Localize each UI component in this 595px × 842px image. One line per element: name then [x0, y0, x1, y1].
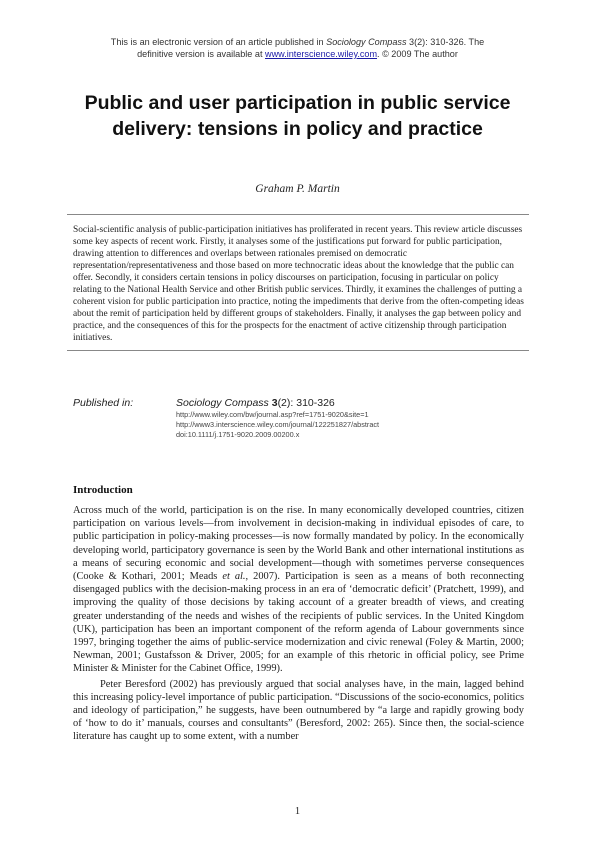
published-in-label: Published in: [73, 397, 134, 409]
publication-notice [60, 36, 535, 60]
section-heading: Introduction [73, 484, 133, 496]
notice-text: (2): 310-326. The [414, 37, 485, 47]
notice-text: This is an electronic version of an article published in [110, 37, 324, 47]
notice-line-2 [60, 48, 535, 60]
abstract-box [67, 214, 529, 351]
published-journal-pages: (2): 310-326 [277, 397, 335, 409]
abstract-text: Social-scientific analysis of public-participation initiatives has proliferated in recent years. This review article discusses some key aspects of recent work. Firstly, it analyses some of the justifications put forward for public participation, drawing attention to differences and overlaps between rationales premised on democratic representation/representativeness and those based on more technocratic ideas about the knowledge that the public can offer. Secondly, it considers certain tensions in policy discourses on participation, focusing in particular on policy relating to the National Health Service and other British public services. Thirdly, it examines the challenges of putting a coherent vision for public participation into practice, noting the impediments that derive from the often-competing ideas about the remit of participation held by different groups of stakeholders. Finally, it analyses the gap between policy and practice, and the consequences of this for the prospects for the enactment of active citizenship through participation initiatives. [73, 225, 524, 343]
article-title: Public and user participation in public service delivery: tensions in policy and practice [84, 92, 511, 140]
notice-text: . © 2009 The author [377, 49, 458, 59]
abstract-url: http://www3.interscience.wiley.com/journal/122251827/abstract [176, 420, 380, 429]
body-paragraph: Peter Beresford (2002) has previously argued that social analyses have, in the main, lagged behind this increasing policy-level importance of public participation. “Discussions of the socio-economics, politics and ideology of participation,” he suggests, have been outnumbered by “a large and rapidly growing body of ‘how to do it’ manuals, courses and consultants” (Beresford, 2002: 265). Since then, the social-science literature has caught up to some extent, with a number [73, 678, 525, 743]
publisher-link[interactable]: www.interscience.wiley.com [265, 49, 378, 59]
published-in-details [176, 397, 516, 440]
body-paragraph-text: , 2007). Participation is seen as a means of both reconnecting disengaged publics with the decision-making process in an era of ‘democratic deficit’ (Pratchett, 1999), and improving the quality of those decisions by taking account of a greater breadth of views, and creating greater understanding of the needs and wishes of the recipients of public services. In the United Kingdom (UK), participation has been an important component of the reform agenda of Labour governments since 1997, bringing together the aims of public-service modernization and civic renewal (Foley & Martin, 2000; Newman, 2001; Gustafsson & Driver, 2005; for an example of this rhetoric in official policy, see Prime Minister & Minister for the Cabinet Office, 1999). [73, 571, 524, 675]
published-journal-name: Sociology Compass [176, 397, 269, 409]
body-paragraph-text: Across much of the world, participation is on the rise. In many economically developed countries, citizen participation on various levels—from involvement in decision-making in individual episodes of care, to public participation in policy-making processes—is now formally mandated by policy. In the economically developing world, participatory governance is seen by the World Bank and other international institutions as a means of securing economic and social development—though with sometimes perverse consequences (Cooke & Kothari, 2001; Meads [73, 505, 524, 583]
body-text [73, 504, 524, 744]
journal-url: http://www.wiley.com/bw/journal.asp?ref=1751-9020&site=1 [176, 410, 369, 419]
published-in-journal [176, 397, 516, 410]
notice-journal-name: Sociology Compass [326, 37, 407, 47]
notice-journal-volume: 3 [409, 37, 415, 47]
body-paragraph [73, 504, 524, 676]
article-author: Graham P. Martin [255, 183, 340, 195]
published-journal-volume: 3 [271, 397, 278, 409]
doi: doi:10.1111/j.1751-9020.2009.00200.x [176, 430, 300, 439]
body-paragraph-italic: et al. [222, 571, 246, 583]
page-number: 1 [294, 806, 301, 817]
notice-text: definitive version is available at [137, 49, 263, 59]
notice-line-1 [60, 36, 535, 48]
